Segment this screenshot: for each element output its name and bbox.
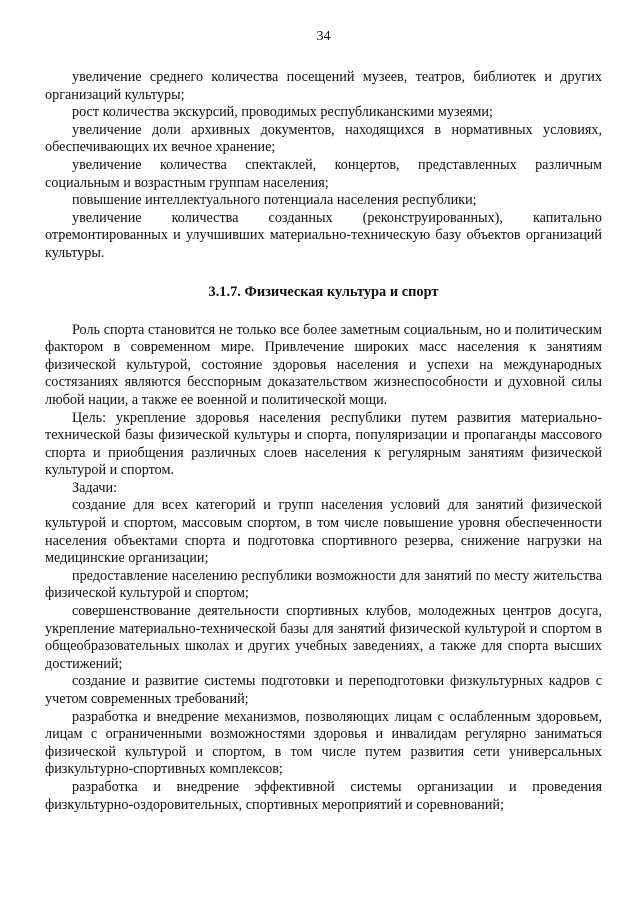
task-item: создание для всех категорий и групп населения условий для занятий физической культурой и спортом, массовым спортом, в том числе повышение уровня обеспеченности населения объектами спорта и подготовка спортивного резерва, снижение нагрузки на медицинские организации; [45,497,602,567]
intro-item: рост количества экскурсий, проводимых республиканскими музеями; [72,104,493,121]
task-item: совершенствование деятельности спортивных клубов, молодежных центров досуга, укрепление материально-технической базы для занятий физической культурой и спортом в общеобразовательных школах и других учебных заведениях, а также для спорта высших достижений; [45,603,602,672]
intro-item: увеличение среднего количества посещений музеев, театров, библиотек и других организаций культуры; [45,69,602,103]
page-number: 34 [316,29,331,44]
section-paragraph: Цель: укрепление здоровья населения республики путем развития материально-технической базы физической культуры и спорта, популяризации и пропаганды массового спорта и приобщения различных слоев населения к регулярным занятиям физической культурой и спортом. [45,409,602,479]
intro-item: увеличение количества созданных (реконструированных), капитально отремонтированных и улучшивших материально-техническую базу объектов организаций культуры. [45,209,602,261]
intro-item: увеличение доли архивных документов, находящихся в нормативных условиях, обеспечивающих их вечное хранение; [45,121,602,156]
task-item: предоставление населению республики возможности для занятий по месту жительства физической культурой и спортом; [45,567,602,602]
tasks-label: Задачи: [72,479,118,496]
task-item: разработка и внедрение механизмов, позволяющих лицам с ослабленным здоровьем, лицам с ограниченными возможностями здоровья и инвалидам регулярно заниматься физической культурой и спортом, в том числе путем развития сети универсальных физкультурно-спортивных комплексов; [45,708,602,778]
section-paragraph: Роль спорта становится не только все более заметным социальным, но и политическим фактором в современном мире. Привлечение широких масс населения к занятиям физической культурой, состояние здоровья населения и успехи на международных состязаниях являются бесспорным доказательством жизнеспособности и духовной силы любой нации, а также ее военной и политической мощи. [45,321,602,408]
section-heading: 3.1.7. Физическая культура и спорт [208,283,439,300]
task-item: разработка и внедрение эффективной системы организации и проведения физкультурно-оздоровительных, спортивных мероприятий и соревнований; [45,778,602,813]
intro-item: повышение интеллектуального потенциала населения республики; [72,192,477,209]
intro-item: увеличение количества спектаклей, концертов, представленных различным социальным и возрастным группам населения; [45,156,602,191]
task-item: создание и развитие системы подготовки и переподготовки физкультурных кадров с учетом современных требований; [45,673,602,707]
